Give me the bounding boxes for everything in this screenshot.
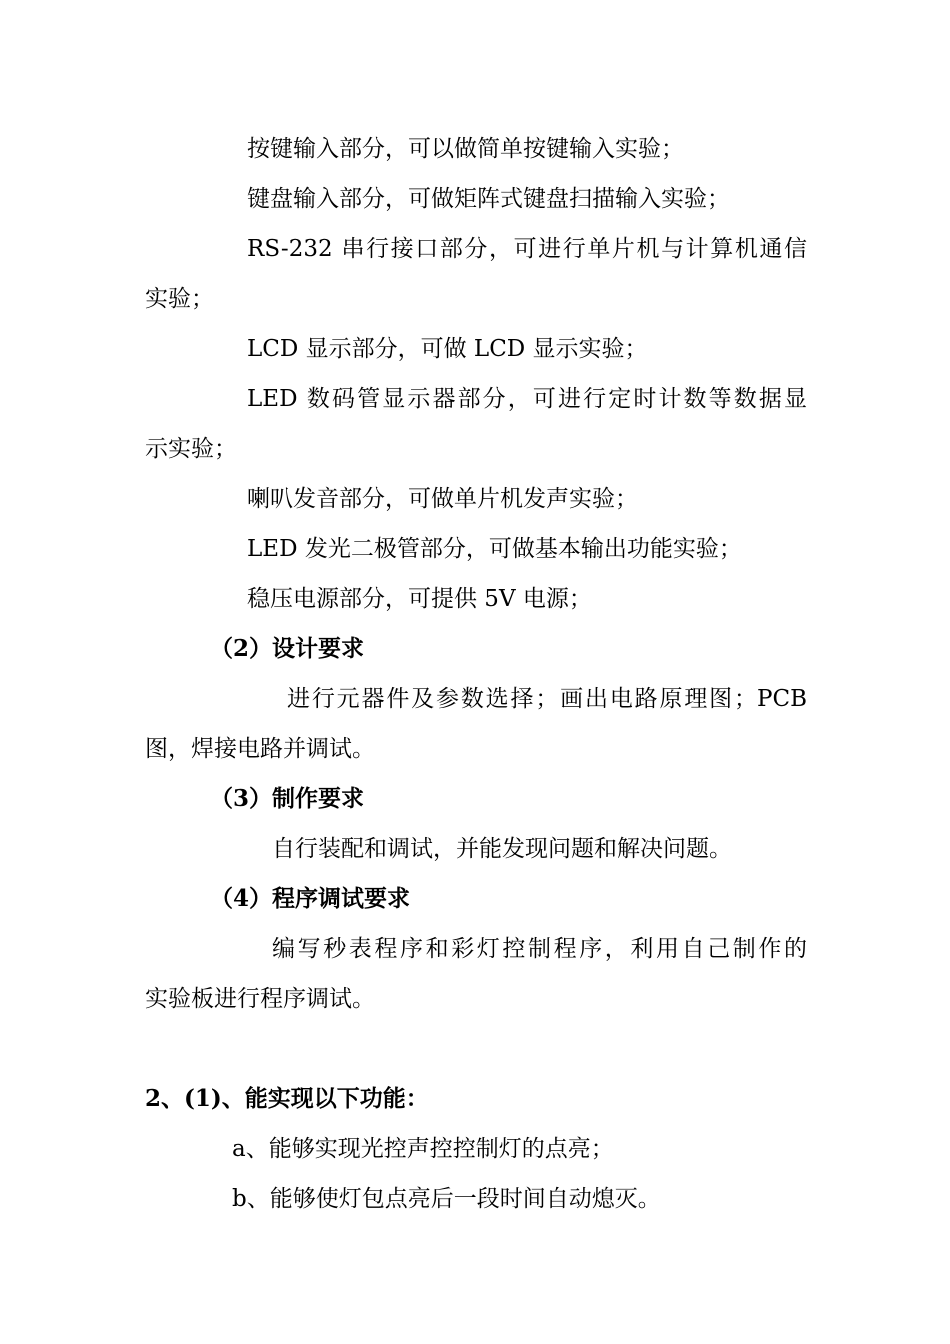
paragraph-line: 自行装配和调试，并能发现问题和解决问题。 <box>272 836 732 862</box>
paragraph-line: 按键输入部分，可以做简单按键输入实验； <box>247 136 684 162</box>
paragraph-line: 喇叭发音部分，可做单片机发声实验； <box>247 486 638 512</box>
section-heading: （2）设计要求 <box>210 635 365 662</box>
paragraph-line: 键盘输入部分，可做矩阵式键盘扫描输入实验； <box>247 186 730 212</box>
paragraph-line: LCD 显示部分，可做 LCD 显示实验； <box>247 336 648 362</box>
paragraph-line: 实验； <box>145 286 214 312</box>
paragraph-line: 进行元器件及参数选择；画出电路原理图；PCB <box>287 686 807 712</box>
section-heading: （4）程序调试要求 <box>210 885 411 912</box>
paragraph-line: LED 发光二极管部分，可做基本输出功能实验； <box>247 536 742 562</box>
list-item: a、能够实现光控声控控制灯的点亮； <box>232 1136 614 1162</box>
paragraph-line: 稳压电源部分，可提供 5V 电源； <box>247 586 592 612</box>
paragraph-line: 示实验； <box>145 436 237 462</box>
section-heading: （3）制作要求 <box>210 785 365 812</box>
paragraph-line: 图，焊接电路并调试。 <box>145 736 375 762</box>
paragraph-line: LED 数码管显示器部分，可进行定时计数等数据显 <box>247 386 807 412</box>
paragraph-line: 实验板进行程序调试。 <box>145 986 375 1012</box>
list-item: b、能够使灯包点亮后一段时间自动熄灭。 <box>232 1186 661 1212</box>
paragraph-line: RS-232 串行接口部分，可进行单片机与计算机通信 <box>247 236 807 262</box>
section-heading: 2、(1)、能实现以下功能： <box>145 1085 429 1112</box>
paragraph-line: 编写秒表程序和彩灯控制程序，利用自己制作的 <box>272 936 807 962</box>
